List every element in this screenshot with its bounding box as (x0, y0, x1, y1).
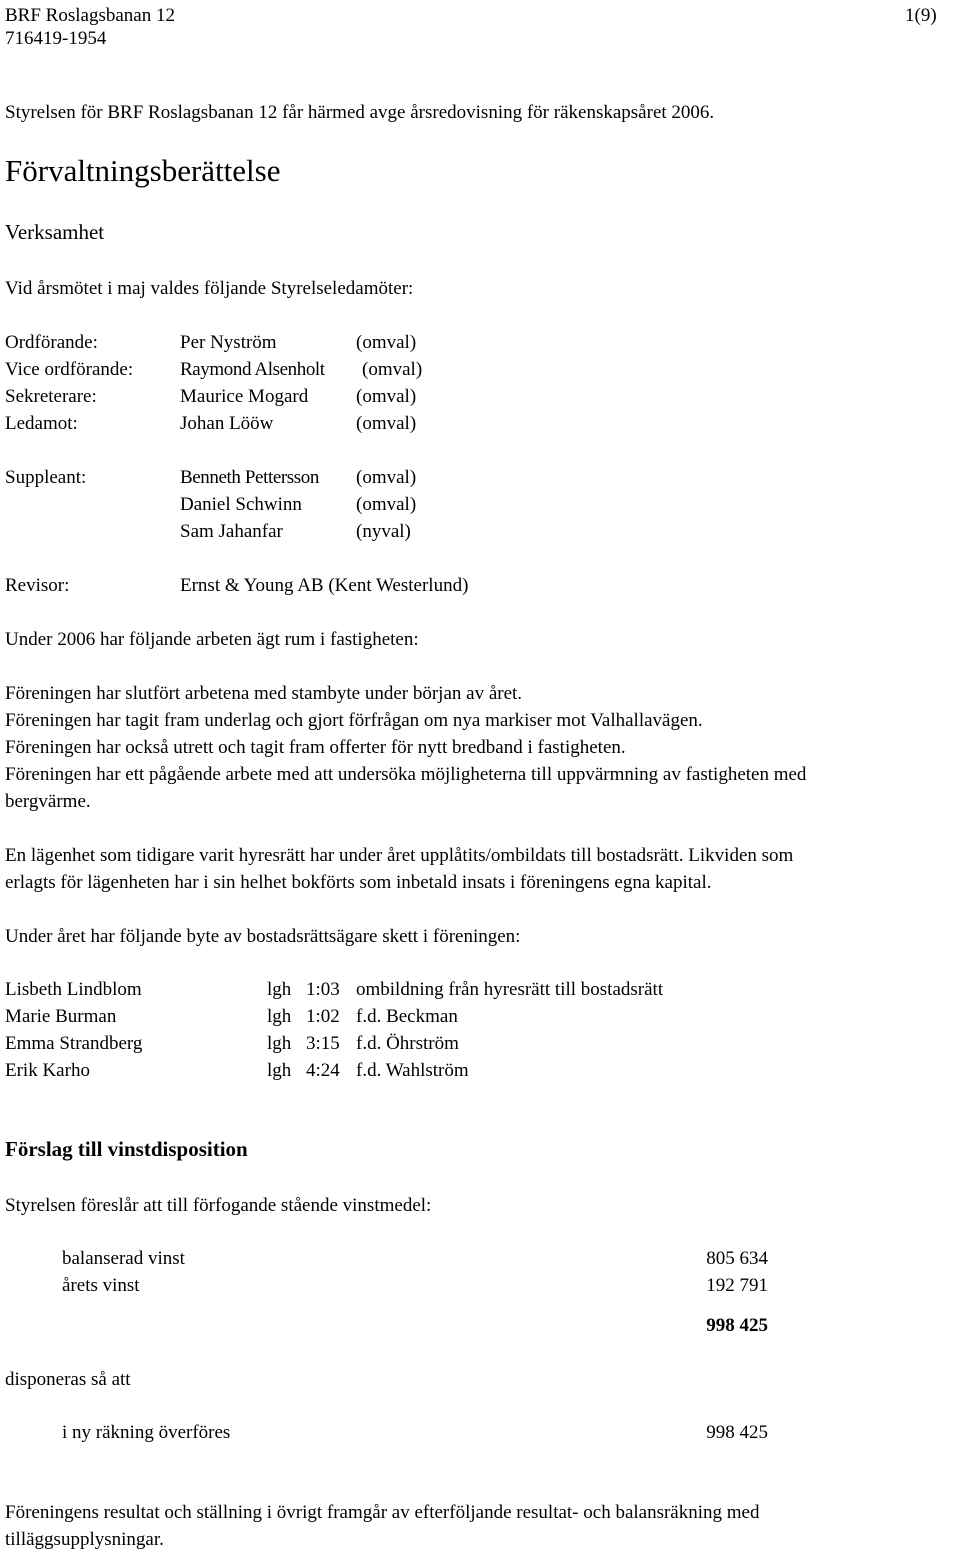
owner-lgh: lgh (267, 1060, 292, 1081)
board-status: (omval) (362, 359, 423, 380)
work-item: Föreningen har tagit fram underlag och gjort förfrågan om nya markiser mot Valhallavägen. (5, 710, 703, 731)
org-name: BRF Roslagsbanan 12 (5, 5, 175, 26)
disposition-item-value: 805 634 (706, 1248, 768, 1269)
intro-text: Styrelsen för BRF Roslagsbanan 12 får härmed avge årsredovisning för räkenskapsåret 2006. (5, 102, 715, 123)
board-role: Ledamot: (5, 413, 78, 434)
work-item: Föreningen har också utrett och tagit fram offerter för nytt bredband i fastigheten. (5, 737, 626, 758)
owner-unit: 1:02 (306, 1006, 340, 1027)
owner-lgh: lgh (267, 1033, 292, 1054)
owner-note: f.d. Wahlström (356, 1060, 469, 1081)
owner-unit: 4:24 (306, 1060, 340, 1081)
disposition-item-value: 192 791 (706, 1275, 768, 1296)
suppleant-name: Benneth Pettersson (180, 467, 319, 488)
org-number: 716419-1954 (5, 28, 107, 49)
owner-name: Emma Strandberg (5, 1033, 143, 1054)
suppleant-name: Sam Jahanfar (180, 521, 283, 542)
revisor-role: Revisor: (5, 575, 70, 596)
owners-intro: Under året har följande byte av bostadsrättsägare skett i föreningen: (5, 926, 521, 947)
board-status: (omval) (356, 413, 417, 434)
disposition-disponeras: disponeras så att (5, 1369, 131, 1390)
owner-lgh: lgh (267, 979, 292, 1000)
owner-name: Marie Burman (5, 1006, 117, 1027)
board-status: (omval) (356, 386, 417, 407)
board-role: Ordförande: (5, 332, 98, 353)
conversion-text: En lägenhet som tidigare varit hyresrätt har under året upplåtits/ombildats till bostadsrätt. Likviden som (5, 845, 794, 866)
board-role: Sekreterare: (5, 386, 97, 407)
disposition-total: 998 425 (706, 1315, 768, 1336)
board-name: Raymond Alsenholt (180, 359, 325, 380)
suppleant-status: (omval) (356, 494, 417, 515)
suppleant-name: Daniel Schwinn (180, 494, 302, 515)
page-number: 1(9) (905, 5, 937, 26)
footer-text: Föreningens resultat och ställning i övrigt framgår av efterföljande resultat- och balansräkning med (5, 1502, 760, 1523)
owner-name: Erik Karho (5, 1060, 90, 1081)
owner-unit: 3:15 (306, 1033, 340, 1054)
board-role: Vice ordförande: (5, 359, 134, 380)
board-name: Johan Lööw (180, 413, 274, 434)
verksamhet-text: Vid årsmötet i maj valdes följande Styrelseledamöter: (5, 278, 414, 299)
revisor-name: Ernst & Young AB (Kent Westerlund) (180, 575, 469, 596)
suppleant-status: (omval) (356, 467, 417, 488)
conversion-text: erlagts för lägenheten har i sin helhet bokförts som inbetald insats i föreningens egna kapital. (5, 872, 712, 893)
board-name: Maurice Mogard (180, 386, 309, 407)
section-heading-disposition: Förslag till vinstdisposition (5, 1137, 248, 1161)
owner-lgh: lgh (267, 1006, 292, 1027)
board-status: (omval) (356, 332, 417, 353)
disposition-item-label: balanserad vinst (62, 1248, 185, 1269)
disposition-intro: Styrelsen föreslår att till förfogande stående vinstmedel: (5, 1195, 432, 1216)
carry-label: i ny räkning överföres (62, 1422, 231, 1443)
footer-text: tilläggsupplysningar. (5, 1529, 164, 1550)
suppleant-role: Suppleant: (5, 467, 87, 488)
owner-note: f.d. Öhrström (356, 1033, 459, 1054)
disposition-item-label: årets vinst (62, 1275, 140, 1296)
work-item: Föreningen har ett pågående arbete med att undersöka möjligheterna till uppvärmning av fastigheten med (5, 764, 807, 785)
section-heading-verksamhet: Verksamhet (5, 220, 105, 244)
owner-note: f.d. Beckman (356, 1006, 458, 1027)
owner-note: ombildning från hyresrätt till bostadsrätt (356, 979, 664, 1000)
owner-unit: 1:03 (306, 979, 340, 1000)
suppleant-status: (nyval) (356, 521, 411, 542)
work-item: bergvärme. (5, 791, 91, 812)
board-name: Per Nyström (180, 332, 277, 353)
owner-name: Lisbeth Lindblom (5, 979, 142, 1000)
work-item: Föreningen har slutfört arbetena med stambyte under början av året. (5, 683, 523, 704)
page-title: Förvaltningsberättelse (5, 153, 281, 188)
work-intro: Under 2006 har följande arbeten ägt rum i fastigheten: (5, 629, 419, 650)
carry-value: 998 425 (706, 1422, 768, 1443)
